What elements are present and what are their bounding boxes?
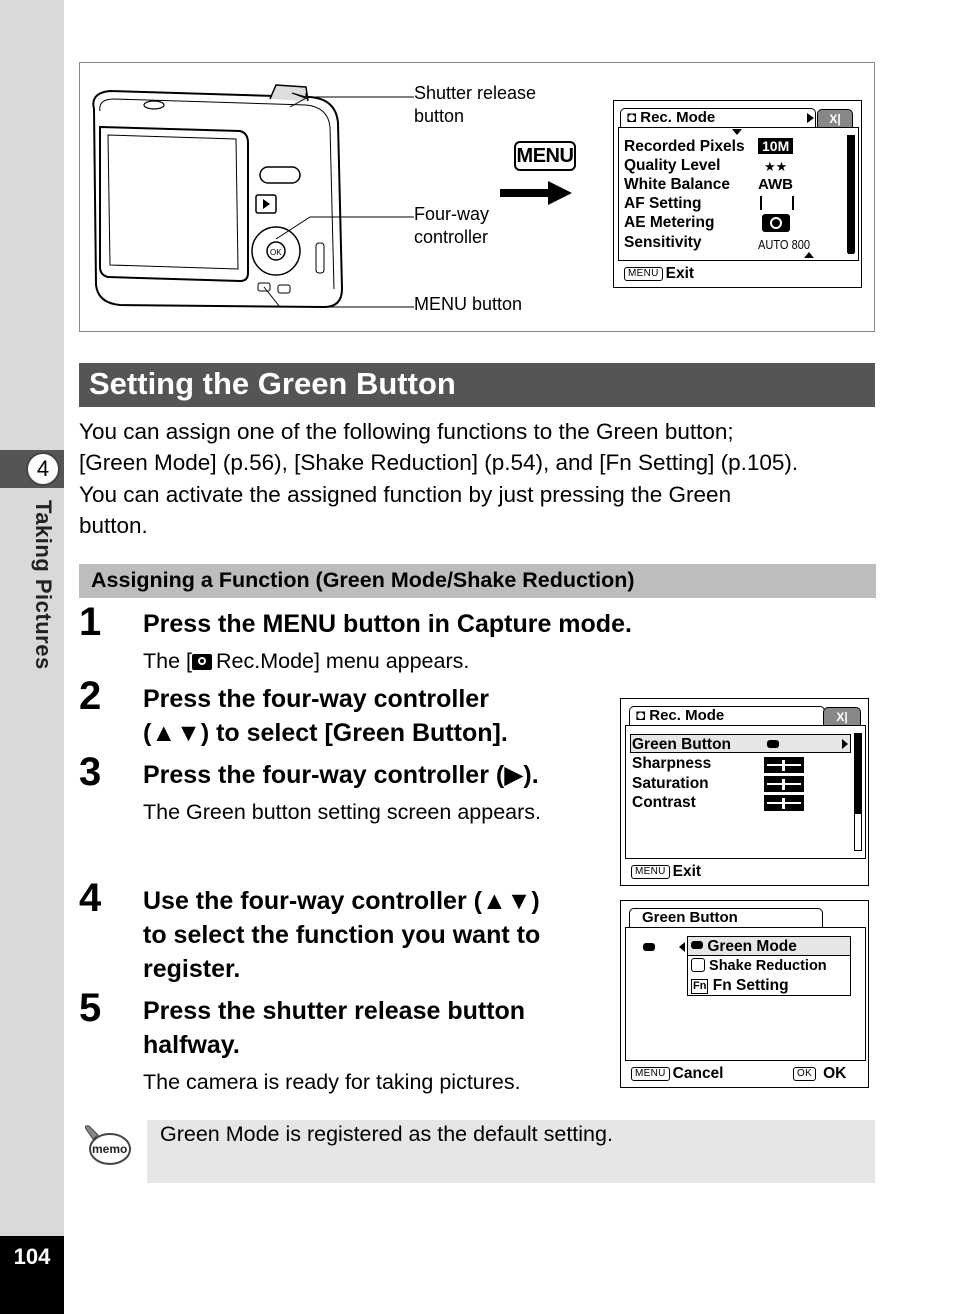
row-arrow-right-icon — [842, 739, 848, 749]
callout-four-way: Four-way controller — [414, 204, 490, 247]
intro-line: button. — [79, 512, 148, 538]
screen-footer — [631, 862, 701, 881]
section-title: Setting the Green Button — [79, 363, 875, 407]
screen-footer-cancel — [631, 1064, 724, 1083]
svg-text:memo: memo — [92, 1142, 128, 1156]
option-green-mode: Green Mode — [691, 937, 797, 956]
step-text: Press the four-way controller — [143, 685, 489, 713]
scroll-down-icon — [732, 129, 742, 135]
step-number: 4 — [79, 876, 102, 920]
callout-shutter: Shutter release button — [414, 83, 537, 126]
ok-key: OK — [793, 1067, 816, 1081]
sensitivity-value: AUTO 800 — [758, 237, 811, 252]
tab-label: Rec. Mode — [640, 109, 716, 126]
intro-line: [Green Mode] (p.56), [Shake Reduction] (p.54), and [Fn Setting] (p.105). — [79, 450, 799, 476]
footer-label: Cancel — [672, 1065, 724, 1082]
screen-tab — [629, 706, 825, 726]
chapter-label: Taking Pictures — [31, 500, 56, 670]
camera-icon: ◘ — [627, 109, 637, 126]
setup-tab-icon: X| — [817, 109, 853, 128]
scrollbar — [854, 733, 862, 851]
step-number: 2 — [79, 674, 102, 718]
intro-line: You can assign one of the following functions to the Green button; — [79, 419, 734, 444]
scroll-up-icon — [804, 252, 814, 258]
step-text: Press the MENU button in Capture mode. — [143, 610, 632, 638]
green-dot-icon — [691, 941, 703, 949]
intro-text — [79, 416, 879, 541]
contrast-slider-icon — [764, 795, 804, 811]
menu-row-green-button: Green Button — [632, 736, 732, 753]
current-green-dot-icon — [643, 943, 655, 951]
menu-row: AF Setting — [624, 195, 702, 212]
chapter-number: 4 — [26, 452, 60, 486]
step-sub: The Green button setting screen appears. — [143, 800, 541, 824]
step-number: 1 — [79, 600, 102, 644]
menu-button-badge: MENU — [514, 141, 576, 171]
menu-row: White Balance — [624, 176, 730, 193]
menu-row: Saturation — [632, 775, 709, 792]
intro-line: You can activate the assigned function by just pressing the Green — [79, 481, 732, 507]
option-arrow-left-icon — [679, 942, 685, 952]
green-dot-icon — [767, 740, 779, 748]
ok-label: OK — [823, 1065, 847, 1082]
scrollbar — [847, 135, 855, 253]
step-number: 3 — [79, 750, 102, 794]
menu-key: MENU — [624, 267, 663, 281]
camera-icon: ◘ — [636, 707, 646, 724]
ae-metering-icon — [762, 214, 790, 232]
menu-row: Quality Level — [624, 157, 721, 174]
screen-footer — [624, 264, 694, 283]
rec-mode-detail-screen — [620, 698, 869, 886]
footer-label: Exit — [672, 863, 702, 880]
tab-label: Green Button — [642, 909, 738, 926]
memo-text: Green Mode is registered as the default setting. — [160, 1122, 613, 1146]
option-shake-reduction: Shake Reduction — [691, 957, 827, 976]
svg-text:OK: OK — [270, 248, 282, 257]
rec-mode-screen — [613, 100, 862, 288]
tab-arrow-right-icon — [807, 113, 814, 123]
step-sub: The [ Rec.Mode] menu appears. — [143, 649, 470, 673]
quality-value: ★★ — [764, 159, 788, 174]
memo-icon — [82, 1123, 132, 1167]
menu-row: AE Metering — [624, 214, 715, 231]
wb-value: AWB — [758, 176, 793, 193]
saturation-slider-icon — [764, 776, 804, 792]
tab-label: Rec. Mode — [649, 707, 725, 724]
menu-row: Contrast — [632, 794, 696, 811]
af-bracket-icon — [760, 196, 794, 210]
shake-reduction-icon — [691, 958, 705, 972]
footer-label: Exit — [665, 265, 695, 282]
page-number: 104 — [13, 1244, 51, 1269]
step-sub: The camera is ready for taking pictures. — [143, 1070, 521, 1094]
step-text: (▲▼) to select [Green Button]. — [143, 719, 508, 747]
screen-tab — [629, 908, 823, 928]
menu-row: Recorded Pixels — [624, 138, 745, 155]
step-text: register. — [143, 955, 241, 983]
step-text: to select the function you want to — [143, 921, 541, 949]
fn-icon: Fn — [693, 980, 707, 992]
subsection-title: Assigning a Function (Green Mode/Shake Reduction) — [79, 564, 876, 598]
menu-row: Sensitivity — [624, 234, 702, 251]
setup-tab-icon: X| — [823, 707, 861, 726]
callout-menu: MENU button — [414, 294, 523, 314]
option-fn-setting: Fn Fn Setting — [693, 977, 789, 994]
screen-footer-ok — [793, 1064, 846, 1083]
step-number: 5 — [79, 986, 102, 1030]
sharpness-slider-icon — [764, 757, 804, 773]
menu-row: Sharpness — [632, 755, 712, 772]
step-text: Press the four-way controller (▶). — [143, 761, 539, 789]
camera-icon — [192, 654, 212, 670]
step-text: halfway. — [143, 1031, 240, 1059]
step-text: Use the four-way controller (▲▼) — [143, 887, 540, 915]
menu-key: MENU — [631, 865, 670, 879]
menu-key: MENU — [631, 1067, 670, 1081]
green-button-screen — [620, 900, 869, 1088]
step-text: Press the shutter release button — [143, 997, 526, 1025]
screen-tab — [620, 108, 816, 128]
pixels-value: 10M — [758, 138, 793, 154]
